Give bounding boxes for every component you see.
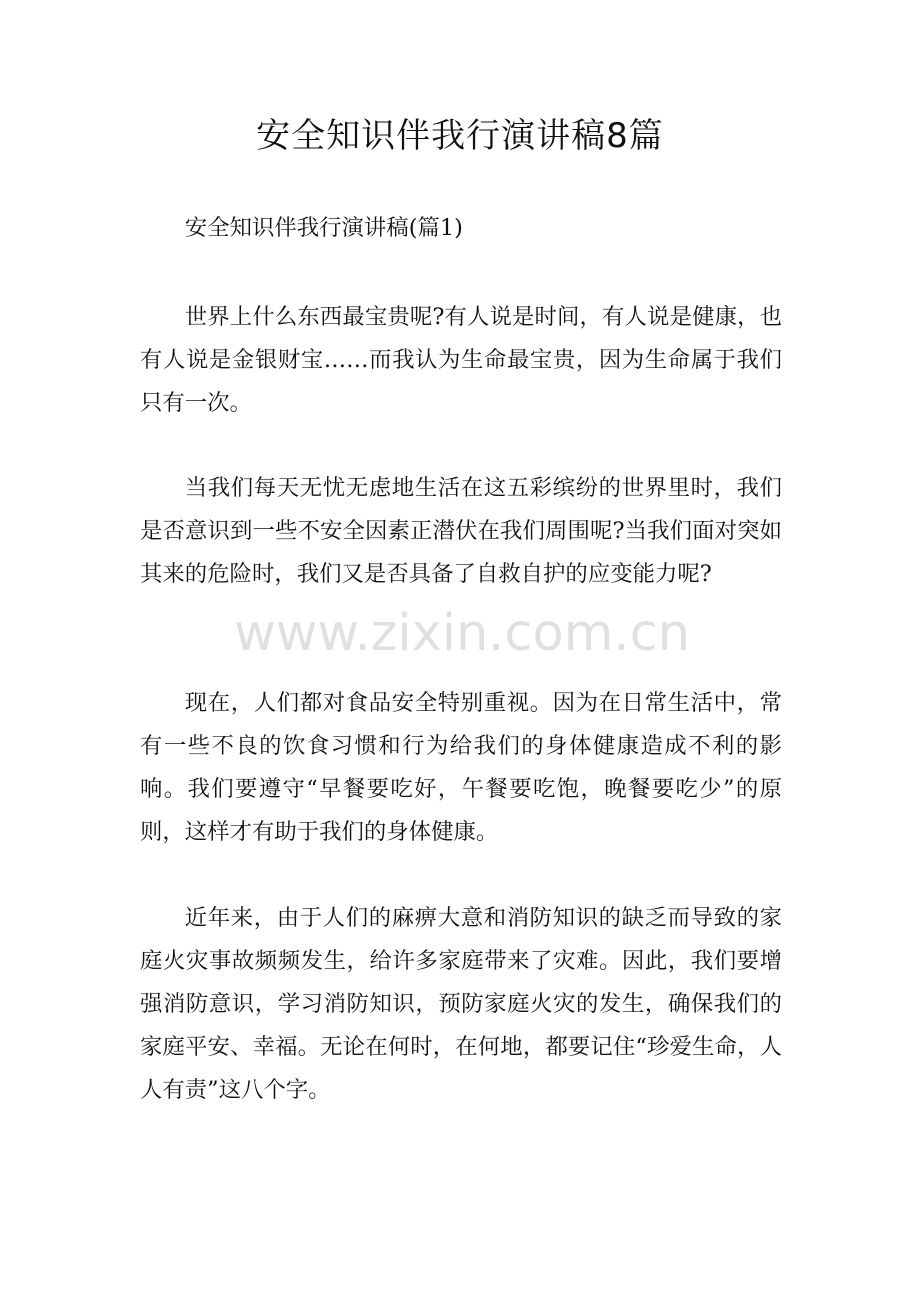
paragraph-1: 世界上什么东西最宝贵呢?有人说是时间，有人说是健康，也有人说是金银财宝……而我认为生命最宝贵，因为生命属于我们只有一次。 xyxy=(140,304,782,416)
section-heading: 安全知识伴我行演讲稿(篇1) xyxy=(184,215,463,241)
paragraph-4: 近年来，由于人们的麻痹大意和消防知识的缺乏而导致的家庭火灾事故频频发生，给许多家庭带来了灾难。因此，我们要增强消防意识，学习消防知识，预防家庭火灾的发生，确保我们的家庭平安、幸福。无论在何时，在何地，都要记住“珍爱生命，人人有责”这八个字。 xyxy=(140,905,782,1103)
document-title: 安全知识伴我行演讲稿8篇 xyxy=(256,116,664,156)
paragraph-2: 当我们每天无忧无虑地生活在这五彩缤纷的世界里时，我们是否意识到一些不安全因素正潜伏在我们周围呢?当我们面对突如其来的危险时，我们又是否具备了自救自护的应变能力呢? xyxy=(140,475,782,587)
watermark: www.zixin.com.cn xyxy=(234,604,690,663)
paragraph-3: 现在，人们都对食品安全特别重视。因为在日常生活中，常有一些不良的饮食习惯和行为给我们的身体健康造成不利的影响。我们要遵守“早餐要吃好，午餐要吃饱，晚餐要吃少”的原则，这样才有助于我们的身体健康。 xyxy=(140,690,782,845)
